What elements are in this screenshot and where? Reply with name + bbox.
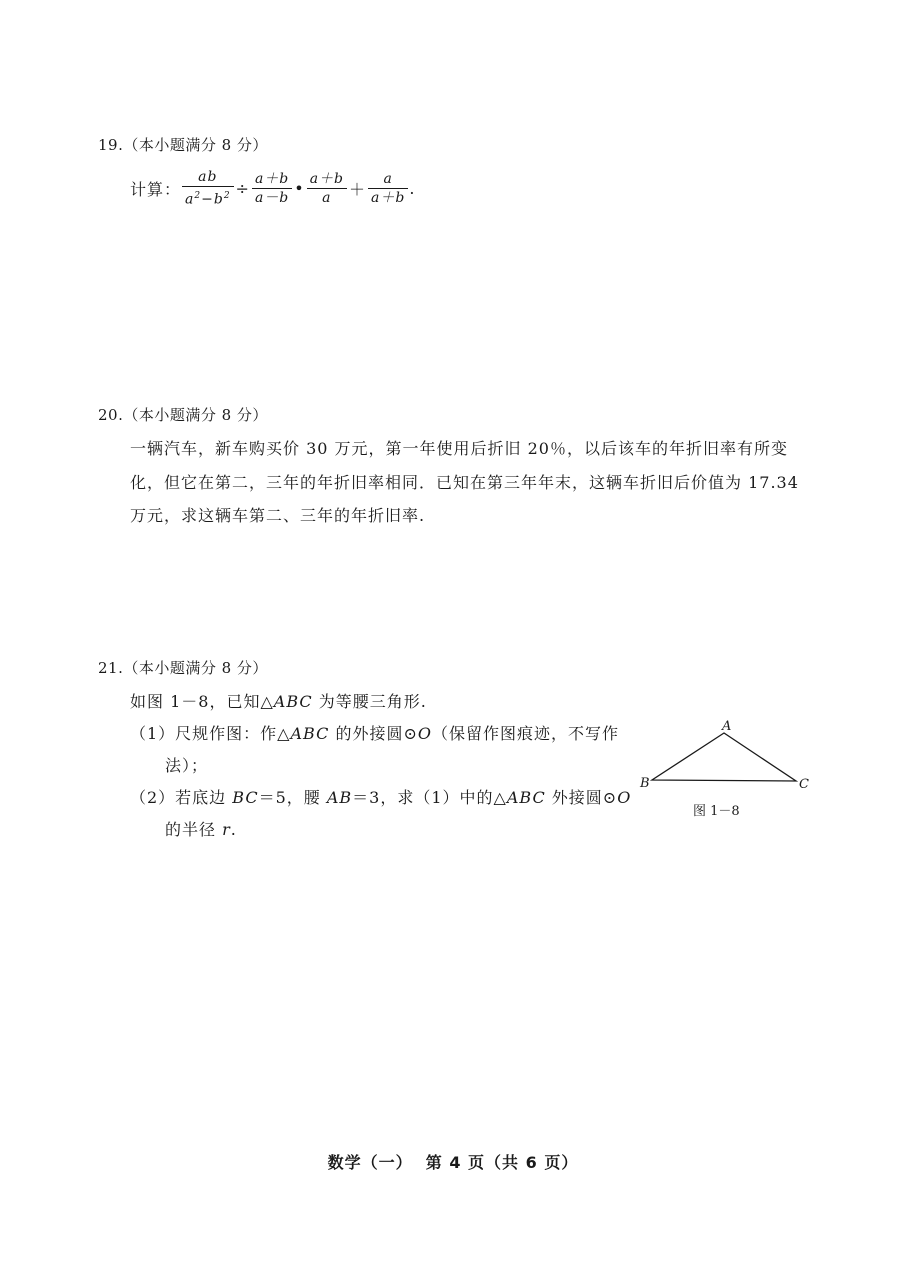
fraction-2 — [252, 170, 292, 207]
p1-e: （保留作图痕迹，不写作 — [431, 724, 619, 743]
q21-part-2 — [130, 785, 631, 808]
p2-g: 外接圆⊙ — [545, 788, 618, 807]
p2-l2-a: 的半径 — [165, 820, 223, 839]
divide-sign: ÷ — [235, 178, 250, 198]
plus-sign: ＋ — [349, 179, 367, 199]
fraction-3-numerator: a＋b — [309, 170, 345, 187]
page-footer: 数学（一） 第 4 页（共 6 页） — [327, 1153, 579, 1172]
p2-h: O — [617, 788, 632, 807]
q21-intro — [130, 689, 427, 712]
q20-line-3: 万元，求这辆车第二、三年的年折旧率. — [130, 506, 426, 525]
q19-period: . — [409, 178, 416, 198]
p2-f: ABC — [506, 788, 546, 807]
fraction-4-denominator: a＋b — [368, 188, 408, 207]
fraction-4-numerator: a — [383, 170, 393, 187]
q21-part-1-line-2: 法）； — [165, 756, 209, 775]
p2-d: AB — [326, 788, 353, 807]
p2-l2-c: . — [230, 820, 237, 839]
fraction-1-numerator: ab — [198, 168, 218, 185]
q19-header: 19.（本小题满分 8 分） — [98, 136, 268, 154]
p1-d: O — [417, 724, 432, 743]
q19-expression — [130, 166, 415, 210]
multiply-dot: • — [294, 178, 305, 198]
fraction-3 — [307, 170, 347, 207]
p2-l2-b: r — [222, 820, 231, 839]
q21-intro-abc: ABC — [273, 692, 313, 711]
fraction-2-numerator: a＋b — [254, 170, 290, 187]
vertex-label-c: C — [799, 777, 809, 792]
q21-part-2-line-2 — [165, 817, 237, 840]
q20-line-1: 一辆汽车，新车购买价 30 万元，第一年使用后折旧 20％，以后该车的年折旧率有所变 — [130, 439, 788, 458]
p2-a: （2）若底边 — [130, 788, 233, 807]
fraction-1-denominator: $a^2-b^2$ — [182, 186, 234, 209]
p1-c: 的外接圆⊙ — [329, 724, 418, 743]
fraction-1 — [182, 168, 234, 209]
den-a: a — [185, 191, 195, 208]
fraction-2-denominator: a－b — [252, 188, 292, 207]
p1-b: ABC — [290, 724, 330, 743]
fraction-3-denominator: a — [307, 188, 347, 207]
p2-b: BC — [232, 788, 259, 807]
q21-header: 21.（本小题满分 8 分） — [98, 659, 268, 677]
figure-caption: 图 1－8 — [693, 804, 740, 819]
q21-intro-text: 如图 1－8，已知△ — [130, 692, 274, 711]
q21-intro-tail: 为等腰三角形. — [312, 692, 427, 711]
p2-e: ＝3，求（1）中的△ — [352, 788, 507, 807]
vertex-label-a: A — [722, 719, 732, 734]
q20-line-2: 化，但它在第二，三年的年折旧率相同．已知在第三年年末，这辆车折旧后价值为 17.34 — [130, 473, 799, 492]
den-mid: −b — [201, 191, 224, 208]
q19-prompt: 计算： — [130, 179, 182, 199]
p1-a: （1）尺规作图：作△ — [130, 724, 291, 743]
q20-header: 20.（本小题满分 8 分） — [98, 406, 268, 424]
triangle-abc — [652, 733, 796, 781]
p2-c: ＝5，腰 — [258, 788, 327, 807]
q21-part-1 — [130, 721, 619, 744]
vertex-label-b: B — [640, 776, 650, 791]
fraction-4 — [368, 170, 408, 207]
